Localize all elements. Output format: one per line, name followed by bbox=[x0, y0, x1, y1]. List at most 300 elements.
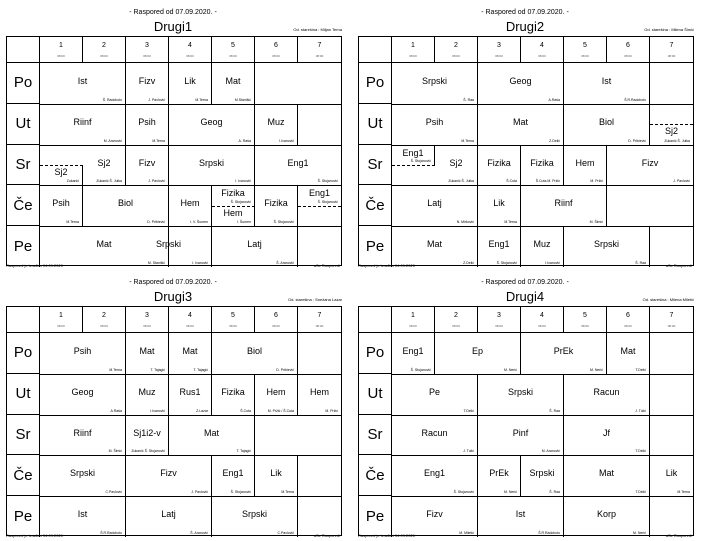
teacher-name: T.Delić bbox=[463, 408, 474, 413]
subject-name: Korp bbox=[596, 509, 616, 520]
lesson-cell[interactable] bbox=[40, 455, 126, 496]
teacher-name: A.Raša bbox=[548, 97, 560, 102]
lesson-cell[interactable] bbox=[126, 415, 169, 456]
subject-name: PrEk bbox=[553, 346, 574, 356]
day-label: Sr bbox=[359, 415, 392, 456]
lesson-cell[interactable] bbox=[40, 165, 83, 185]
period-time: 08:00 bbox=[186, 324, 194, 328]
teacher-name: M.Terna bbox=[677, 490, 690, 495]
period-time: 08:00 bbox=[538, 324, 546, 328]
teacher-name: N. Mirković bbox=[456, 220, 474, 225]
lesson-cell[interactable] bbox=[478, 185, 521, 226]
teacher-name: M.Terna bbox=[504, 220, 517, 225]
lesson-cell[interactable] bbox=[126, 374, 169, 415]
teacher-name: Š. Stojanović bbox=[410, 367, 431, 372]
period-number: 1 bbox=[59, 42, 63, 49]
period-number: 3 bbox=[145, 312, 149, 319]
teacher-name: M.Terna bbox=[195, 97, 208, 102]
day-label: Pe bbox=[359, 496, 392, 537]
period-number: 1 bbox=[411, 312, 415, 319]
subject-name: Ist bbox=[77, 76, 88, 86]
lesson-cell[interactable] bbox=[607, 145, 693, 186]
teacher-name: I. Šumen bbox=[236, 220, 251, 225]
subject-name: Sj2 bbox=[97, 157, 111, 168]
teacher-name: Š. Stojanović bbox=[317, 199, 338, 204]
period-number: 7 bbox=[317, 312, 322, 319]
lesson-cell[interactable] bbox=[564, 104, 650, 145]
subject-name: Fizv bbox=[160, 468, 177, 479]
lesson-cell[interactable] bbox=[564, 226, 650, 267]
footer-created: Raspored je izrađen 04.09.2020 bbox=[6, 533, 63, 538]
timetable-grid bbox=[6, 306, 342, 536]
subject-name: Geog bbox=[509, 76, 532, 86]
teacher-name: J. Pavlović bbox=[148, 97, 165, 102]
lesson-cell[interactable] bbox=[40, 63, 126, 104]
lesson-cell[interactable] bbox=[521, 145, 564, 186]
subject-name: Hem bbox=[309, 386, 329, 397]
period-number: 7 bbox=[317, 42, 322, 49]
teacher-name: Š. Stojanović bbox=[230, 490, 251, 495]
teacher-name: I.Ivanović bbox=[545, 260, 560, 265]
lesson-cell[interactable] bbox=[126, 104, 169, 145]
period-header bbox=[564, 307, 607, 333]
subject-name: Latj bbox=[427, 198, 442, 209]
subject-name: Fizika bbox=[221, 188, 245, 199]
lesson-cell[interactable] bbox=[298, 185, 341, 205]
day-label: Pe bbox=[7, 496, 40, 537]
period-number: 5 bbox=[231, 42, 235, 49]
lesson-cell[interactable] bbox=[126, 145, 169, 186]
subject-name: Mat bbox=[203, 427, 219, 438]
subject-name: Mat bbox=[139, 346, 155, 356]
period-header bbox=[40, 307, 83, 333]
period-header bbox=[478, 307, 521, 333]
period-header bbox=[478, 37, 521, 63]
teacher-name: Š. Stojanović bbox=[496, 260, 517, 265]
subject-name: Eng1 bbox=[423, 468, 446, 479]
period-number: 6 bbox=[274, 42, 278, 49]
corner-cell bbox=[7, 37, 40, 63]
period-time: 08:00 bbox=[409, 324, 417, 328]
period-time: 08:00 bbox=[624, 324, 632, 328]
lesson-cell[interactable] bbox=[478, 455, 521, 496]
corner-cell bbox=[7, 307, 40, 333]
lesson-cell[interactable] bbox=[478, 145, 521, 186]
period-number: 7 bbox=[669, 42, 674, 49]
lesson-cell[interactable] bbox=[607, 333, 650, 374]
lesson-cell[interactable] bbox=[212, 333, 298, 374]
teacher-name: M. Nerić bbox=[503, 367, 517, 372]
period-time: 08:00 bbox=[143, 54, 151, 58]
subject-name: Mat bbox=[512, 116, 528, 127]
period-header bbox=[126, 307, 169, 333]
split-divider bbox=[40, 165, 83, 166]
lesson-cell[interactable] bbox=[212, 226, 298, 267]
period-number: 5 bbox=[583, 312, 587, 319]
lesson-cell[interactable] bbox=[564, 415, 650, 456]
subject-name: Fizv bbox=[426, 509, 443, 520]
lesson-cell[interactable] bbox=[255, 374, 298, 415]
lesson-cell[interactable] bbox=[478, 63, 564, 104]
lesson-cell[interactable] bbox=[40, 496, 126, 537]
day-label: Če bbox=[7, 185, 40, 226]
subject-name: Rus1 bbox=[179, 386, 201, 397]
teacher-name: M.Terna bbox=[66, 220, 79, 225]
period-header bbox=[521, 37, 564, 63]
teacher-name: M. Nerić bbox=[503, 490, 517, 495]
period-time: 08:00 bbox=[57, 324, 65, 328]
teacher-name: Š.R.Radobolo bbox=[100, 530, 122, 535]
lesson-cell[interactable] bbox=[83, 185, 169, 226]
lesson-cell[interactable] bbox=[521, 333, 607, 374]
class-title: Drugi1 bbox=[153, 19, 193, 34]
period-time: 08:00 bbox=[409, 54, 417, 58]
subject-name: Hem bbox=[266, 386, 286, 397]
subject-name: Srpski bbox=[529, 468, 555, 479]
period-number: 4 bbox=[188, 42, 192, 49]
teacher-name: M.Stanišić bbox=[234, 97, 251, 102]
teacher-name: M. Miletić bbox=[459, 530, 474, 535]
subject-name: Latj bbox=[161, 509, 176, 520]
teacher-name: M.Terna bbox=[152, 138, 165, 143]
subject-name: PrEk bbox=[489, 468, 509, 479]
period-header bbox=[650, 307, 693, 333]
lesson-cell[interactable] bbox=[478, 496, 564, 537]
subject-name: Srpski bbox=[593, 239, 619, 250]
subject-name: Sj2 bbox=[449, 157, 463, 168]
lesson-cell[interactable] bbox=[40, 374, 126, 415]
teacher-name: Z.Lazar bbox=[196, 408, 208, 413]
subject-name: Muz bbox=[138, 386, 156, 397]
teacher-name: M.Terna bbox=[281, 490, 294, 495]
lesson-cell[interactable] bbox=[212, 206, 255, 226]
lesson-cell[interactable] bbox=[521, 226, 564, 267]
lesson-cell[interactable] bbox=[169, 63, 212, 104]
teacher-name: D. Pribiević bbox=[628, 138, 646, 143]
lesson-cell[interactable] bbox=[564, 455, 650, 496]
period-time: 08:00 bbox=[315, 324, 324, 328]
lesson-cell[interactable] bbox=[650, 455, 693, 496]
timetable-grid bbox=[358, 306, 694, 536]
period-number: 3 bbox=[145, 42, 149, 49]
lesson-cell[interactable] bbox=[392, 496, 478, 537]
teacher-name: Zukanić Š. Julka bbox=[96, 179, 122, 184]
class-teacher: Od. starešina : Miljan Terna bbox=[293, 27, 342, 32]
lesson-cell[interactable] bbox=[564, 63, 650, 104]
lesson-cell[interactable] bbox=[435, 145, 478, 186]
footer-software: aSc Rasporedi bbox=[313, 533, 340, 538]
lesson-cell[interactable] bbox=[40, 185, 83, 226]
period-time: 08:00 bbox=[495, 54, 503, 58]
lesson-cell[interactable] bbox=[126, 455, 212, 496]
subject-name: Srpski bbox=[241, 509, 267, 520]
period-header bbox=[255, 37, 298, 63]
period-header bbox=[83, 307, 126, 333]
subject-name: Psih bbox=[138, 116, 156, 127]
subject-name: Mat bbox=[598, 468, 614, 479]
period-time: 08:00 bbox=[229, 324, 237, 328]
class-teacher: Od. starešina : Snežana Lazar bbox=[287, 297, 342, 302]
period-header bbox=[212, 307, 255, 333]
lesson-cell[interactable] bbox=[564, 145, 607, 186]
teacher-name: M. Pržić / Š.Cuta bbox=[267, 408, 294, 413]
subject-name: Sj2 bbox=[664, 126, 678, 137]
lesson-cell[interactable] bbox=[478, 226, 521, 267]
period-number: 2 bbox=[102, 312, 106, 319]
period-time: 08:00 bbox=[667, 54, 676, 58]
lesson-cell[interactable] bbox=[392, 185, 478, 226]
lesson-cell[interactable] bbox=[126, 226, 212, 267]
footer-software: aSc Rasporedi bbox=[665, 533, 692, 538]
lesson-cell[interactable] bbox=[40, 333, 126, 374]
timetable-sheet bbox=[352, 0, 698, 270]
teacher-name: Š. Stojanović bbox=[453, 490, 474, 495]
lesson-cell[interactable] bbox=[169, 415, 255, 456]
class-title: Drugi2 bbox=[505, 19, 545, 34]
subject-name: Lik bbox=[493, 198, 505, 209]
period-time: 08:00 bbox=[100, 324, 108, 328]
period-number: 2 bbox=[102, 42, 106, 49]
teacher-name: Š. Raa bbox=[463, 97, 474, 102]
subject-name: Eng1 bbox=[488, 239, 510, 250]
period-time: 08:00 bbox=[229, 54, 237, 58]
lesson-cell[interactable] bbox=[392, 145, 435, 165]
sheet-header bbox=[352, 0, 698, 34]
subject-name: Riinf bbox=[73, 116, 92, 127]
period-number: 6 bbox=[626, 42, 630, 49]
footer-created: Raspored je izrađen 04.09.2020 bbox=[358, 533, 415, 538]
timetable-grid bbox=[6, 36, 342, 266]
teacher-name: Š.Cuta M. Pržić bbox=[535, 179, 560, 184]
period-header bbox=[564, 37, 607, 63]
period-number: 4 bbox=[540, 312, 544, 319]
timetable-sheet bbox=[352, 270, 698, 540]
lesson-cell[interactable] bbox=[40, 104, 126, 145]
period-time: 08:00 bbox=[272, 324, 280, 328]
lesson-cell[interactable] bbox=[650, 124, 693, 144]
subject-name: Jf bbox=[602, 427, 610, 438]
lesson-cell[interactable] bbox=[392, 455, 478, 496]
period-header bbox=[298, 307, 341, 333]
period-number: 7 bbox=[669, 312, 674, 319]
teacher-name: Š. Raa bbox=[549, 408, 560, 413]
lesson-cell[interactable] bbox=[478, 415, 564, 456]
subject-name: Biol bbox=[598, 116, 614, 127]
subject-name: Hem bbox=[575, 157, 595, 168]
day-label: Sr bbox=[7, 415, 40, 456]
period-number: 3 bbox=[497, 312, 501, 319]
period-time: 08:00 bbox=[57, 54, 65, 58]
day-label: Po bbox=[7, 63, 40, 104]
day-label: Če bbox=[7, 455, 40, 496]
teacher-name: J. Pavlović bbox=[148, 179, 165, 184]
teacher-name: T.Delić bbox=[635, 490, 646, 495]
teacher-name: I.Ivanović bbox=[150, 408, 165, 413]
day-label: Ut bbox=[359, 374, 392, 415]
period-time: 08:00 bbox=[624, 54, 632, 58]
day-label: Pe bbox=[359, 226, 392, 267]
lesson-cell[interactable] bbox=[212, 496, 298, 537]
teacher-name: Š. Stojanović bbox=[273, 220, 294, 225]
subject-name: Biol bbox=[246, 346, 262, 356]
period-time: 08:00 bbox=[495, 324, 503, 328]
class-title: Drugi4 bbox=[505, 289, 545, 304]
subject-name: Racun bbox=[421, 427, 448, 438]
schedule-date: - Raspored od 07.09.2020. - bbox=[481, 9, 569, 16]
period-number: 6 bbox=[274, 312, 278, 319]
teacher-name: Zukanić Š. Julka bbox=[448, 179, 474, 184]
sheet-header bbox=[0, 270, 346, 304]
subject-name: Srpski bbox=[155, 239, 181, 250]
period-header bbox=[392, 307, 435, 333]
period-number: 5 bbox=[583, 42, 587, 49]
timetable-grid bbox=[358, 36, 694, 266]
teacher-name: M. Nerić bbox=[589, 367, 603, 372]
teacher-name: J. Tulić bbox=[463, 449, 474, 454]
period-header bbox=[298, 37, 341, 63]
teacher-name: A.Raša bbox=[110, 408, 122, 413]
teacher-name: Š. Radobolo bbox=[102, 97, 122, 102]
lesson-cell[interactable] bbox=[298, 374, 341, 415]
day-label: Po bbox=[359, 63, 392, 104]
lesson-cell[interactable] bbox=[169, 145, 255, 186]
period-header bbox=[521, 307, 564, 333]
period-number: 5 bbox=[231, 312, 235, 319]
footer-created: Raspored je izrađen 04.09.2020 bbox=[6, 263, 63, 268]
subject-name: Fizika bbox=[264, 198, 288, 209]
lesson-cell[interactable] bbox=[392, 333, 435, 374]
period-header bbox=[650, 37, 693, 63]
subject-name: Fizv bbox=[138, 76, 156, 86]
period-number: 2 bbox=[454, 42, 458, 49]
day-label: Če bbox=[359, 455, 392, 496]
lesson-cell[interactable] bbox=[169, 104, 255, 145]
lesson-cell[interactable] bbox=[521, 455, 564, 496]
subject-name: Muz bbox=[267, 116, 285, 127]
subject-name: Sj1i2-v bbox=[133, 427, 161, 438]
period-header bbox=[607, 37, 650, 63]
teacher-name: Zukanić Š. Julka bbox=[664, 138, 690, 143]
subject-name: Eng1 bbox=[402, 147, 424, 158]
subject-name: Ist bbox=[77, 509, 88, 520]
period-time: 08:00 bbox=[538, 54, 546, 58]
subject-name: Riinf bbox=[73, 427, 92, 438]
teacher-name: M. Pržić bbox=[325, 408, 338, 413]
lesson-cell[interactable] bbox=[255, 185, 298, 226]
subject-name: Fizika bbox=[221, 386, 245, 397]
lesson-cell[interactable] bbox=[212, 455, 255, 496]
teacher-name: Š. Aranović bbox=[190, 530, 208, 535]
timetable-sheet bbox=[0, 270, 346, 540]
subject-name: Fizv bbox=[641, 157, 659, 168]
lesson-cell[interactable] bbox=[83, 145, 126, 186]
subject-name: Hem bbox=[180, 198, 200, 209]
subject-name: Eng1 bbox=[222, 468, 244, 479]
period-time: 08:00 bbox=[272, 54, 280, 58]
lesson-cell[interactable] bbox=[255, 104, 298, 145]
class-title: Drugi3 bbox=[153, 289, 193, 304]
subject-name: Latj bbox=[247, 239, 262, 250]
lesson-cell[interactable] bbox=[126, 333, 169, 374]
period-header bbox=[40, 37, 83, 63]
lesson-cell[interactable] bbox=[478, 104, 564, 145]
teacher-name: Š.Cuta bbox=[240, 408, 251, 413]
teacher-name: M. Šimić bbox=[108, 449, 122, 454]
lesson-cell[interactable] bbox=[521, 185, 607, 226]
split-divider bbox=[298, 206, 341, 207]
lesson-cell[interactable] bbox=[40, 415, 126, 456]
sheet-header bbox=[0, 0, 346, 34]
lesson-cell[interactable] bbox=[255, 455, 298, 496]
schedule-date: - Raspored od 07.09.2020. - bbox=[481, 279, 569, 286]
split-divider bbox=[392, 165, 435, 166]
teacher-name: T. Tajagić bbox=[236, 449, 251, 454]
subject-name: Srpski bbox=[198, 157, 224, 168]
lesson-cell[interactable] bbox=[212, 374, 255, 415]
teacher-name: M. Šimić bbox=[589, 220, 603, 225]
teacher-name: T.Delić bbox=[635, 449, 646, 454]
lesson-cell[interactable] bbox=[392, 63, 478, 104]
schedule-date: - Raspored od 07.09.2020. - bbox=[129, 279, 217, 286]
lesson-cell[interactable] bbox=[392, 415, 478, 456]
lesson-cell[interactable] bbox=[126, 63, 169, 104]
lesson-cell[interactable] bbox=[564, 374, 650, 415]
lesson-cell[interactable] bbox=[392, 104, 478, 145]
day-label: Ut bbox=[359, 104, 392, 145]
lesson-cell[interactable] bbox=[169, 333, 212, 374]
lesson-cell[interactable] bbox=[212, 185, 255, 205]
subject-name: Srpski bbox=[69, 468, 95, 479]
lesson-cell[interactable] bbox=[478, 374, 564, 415]
teacher-name: M.Terna bbox=[109, 367, 122, 372]
corner-cell bbox=[359, 37, 392, 63]
day-label: Ut bbox=[7, 104, 40, 145]
lesson-cell[interactable] bbox=[126, 496, 212, 537]
corner-cell bbox=[359, 307, 392, 333]
teacher-name: Š.R.Radobolo bbox=[624, 97, 646, 102]
subject-name: Mat bbox=[182, 346, 198, 356]
teacher-name: D. Pribiević bbox=[147, 220, 165, 225]
period-header bbox=[83, 37, 126, 63]
split-divider bbox=[650, 124, 693, 125]
period-header bbox=[212, 37, 255, 63]
schedule-date: - Raspored od 07.09.2020. - bbox=[129, 9, 217, 16]
subject-name: Eng1 bbox=[402, 346, 424, 356]
subject-name: Mat bbox=[426, 239, 442, 250]
teacher-name: C.Pavlović bbox=[277, 530, 294, 535]
teacher-name: Š. Raa bbox=[635, 260, 646, 265]
lesson-cell[interactable] bbox=[212, 63, 255, 104]
lesson-cell[interactable] bbox=[169, 185, 212, 226]
period-time: 08:00 bbox=[100, 54, 108, 58]
lesson-cell[interactable] bbox=[392, 226, 478, 267]
lesson-cell[interactable] bbox=[255, 145, 341, 186]
lesson-cell[interactable] bbox=[169, 374, 212, 415]
lesson-cell[interactable] bbox=[392, 374, 478, 415]
teacher-name: M. Stanišić bbox=[147, 260, 165, 265]
teacher-name: I.Ivanović bbox=[279, 138, 294, 143]
lesson-cell[interactable] bbox=[435, 333, 521, 374]
subject-name: Fizika bbox=[530, 157, 554, 168]
subject-name: Fizv bbox=[138, 157, 156, 168]
subject-name: Psih bbox=[52, 198, 70, 209]
period-header bbox=[126, 37, 169, 63]
teacher-name: C.Pavlović bbox=[105, 490, 122, 495]
subject-name: Srpski bbox=[421, 76, 447, 86]
teacher-name: J. Tulić bbox=[635, 408, 646, 413]
period-time: 08:00 bbox=[143, 324, 151, 328]
lesson-cell[interactable] bbox=[564, 496, 650, 537]
